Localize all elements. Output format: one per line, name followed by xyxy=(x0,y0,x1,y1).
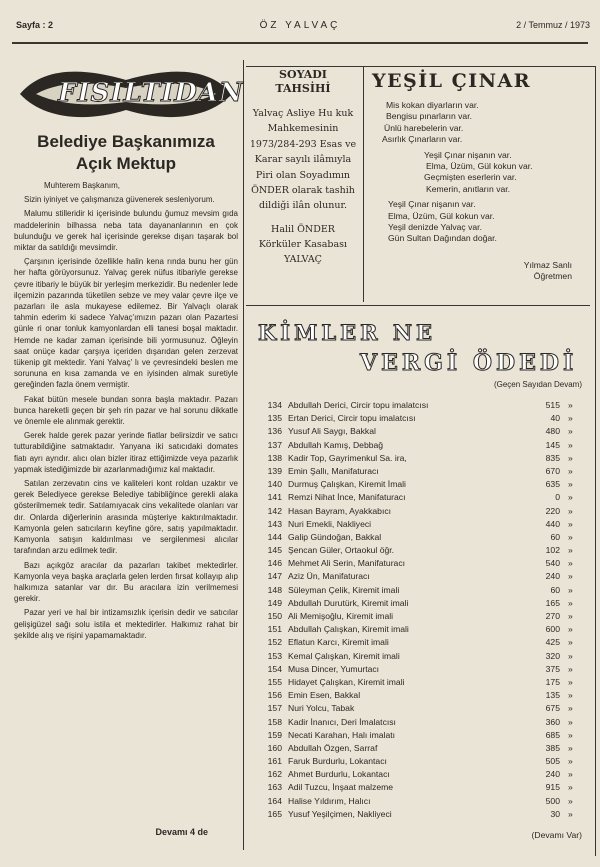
row-currency-mark: » xyxy=(568,663,573,674)
article-paragraph: Bazı açıkgöz aracılar da pazarları takibet mektedirler. Kamyonla veya başka araçlarla gelen lerden fırsat kollayıp alıp halkımıza satanlar var dır. Bu aracılara izin verilmemesi gerekir. xyxy=(14,560,238,604)
row-number: 156 xyxy=(267,690,282,701)
row-amount: 320 xyxy=(545,650,560,661)
row-number: 145 xyxy=(267,545,282,556)
row-number: 164 xyxy=(267,795,282,806)
row-number: 153 xyxy=(267,650,282,661)
row-amount: 135 xyxy=(545,690,560,701)
table-row xyxy=(252,717,590,730)
table-row xyxy=(252,400,590,413)
row-amount: 375 xyxy=(545,663,560,674)
row-number: 150 xyxy=(267,611,282,621)
row-amount: 165 xyxy=(545,597,560,608)
row-name: Remzi Nihat İnce, Manifaturacı xyxy=(288,492,406,503)
row-number: 134 xyxy=(267,400,282,410)
article-paragraph: Gerek halde gerek pazar yerinde fiatlar belirsizdir ve satıcı tutturabildiğine satmaktadır. Yanyana iki satıcıdaki domates fiatı ayrı ayrıdır. alıcı olan bizler itiraz ettiğimizde veya pazarlık yapmak istediğimizde bir azarlanmadığımız kal maktadır. xyxy=(14,431,238,474)
poem-lines xyxy=(368,100,590,245)
column-border-right xyxy=(595,66,596,856)
table-row xyxy=(252,664,590,677)
row-name: Hasan Bayram, Ayakkabıcı xyxy=(288,505,392,516)
notice-title-2: TAHSİHİ xyxy=(275,82,331,95)
row-amount: 670 xyxy=(545,465,560,476)
row-name: Musa Dincer, Yumurtacı xyxy=(288,663,380,674)
poem-line: Asırlık Çınarların var. xyxy=(382,134,463,145)
row-currency-mark: » xyxy=(568,545,573,556)
article-headline-1: Belediye Başkanımıza xyxy=(37,132,215,151)
masthead-rule xyxy=(12,42,588,44)
row-name: Faruk Burdurlu, Lokantacı xyxy=(288,756,387,767)
row-name: Ali Memişoğlu, Kiremit imali xyxy=(288,611,394,621)
row-currency-mark: » xyxy=(568,518,573,529)
row-name: Adil Tuzcu, İnşaat malzeme xyxy=(288,782,394,793)
issue-date: 2 / Temmuz / 1973 xyxy=(516,20,590,30)
poem-line: Geçmişten eserlerin var. xyxy=(424,172,517,183)
row-amount: 685 xyxy=(545,729,560,740)
row-currency-mark: » xyxy=(568,716,573,727)
surname-notice xyxy=(248,68,358,298)
row-name: Abdullah Çalışkan, Kiremit imali xyxy=(288,624,409,635)
row-number: 165 xyxy=(267,808,282,819)
row-name: Necati Karahan, Halı imalatı xyxy=(288,729,395,740)
row-amount: 30 xyxy=(550,808,560,819)
row-name: Nuri Yolcu, Tabak xyxy=(288,703,355,714)
row-number: 144 xyxy=(267,531,282,542)
poem-line: Ünlü harebelerin var. xyxy=(384,122,464,133)
row-name: Hidayet Çalışkan, Kiremit imali xyxy=(288,676,405,687)
row-amount: 0 xyxy=(555,492,560,503)
article-paragraph: Fakat bütün mesele bundan sonra başla maktadır. Pazarı bunca hareketli geçen bir şeh rin pazar ve hal sorunu dikkatle ve önemle ele alınmak gerektir. xyxy=(14,394,238,427)
row-currency-mark: » xyxy=(568,742,573,753)
row-amount: 175 xyxy=(545,676,560,687)
notice-title-1: SOYADI xyxy=(279,68,327,81)
table-row xyxy=(252,558,590,571)
table-row xyxy=(252,730,590,743)
row-amount: 220 xyxy=(545,505,560,516)
column-divider-mid xyxy=(363,66,364,302)
row-currency-mark: » xyxy=(568,479,573,490)
row-currency-mark: » xyxy=(568,426,573,437)
poem-author: Yılmaz Sanlı xyxy=(523,260,572,270)
table-row xyxy=(252,598,590,611)
left-column xyxy=(14,60,244,850)
table-row xyxy=(252,492,590,505)
row-name: Süleyman Çelik, Kiremit imali xyxy=(288,584,400,595)
article-paragraph: Sizin iyiniyet ve çalışmanıza güvenerek sesleniyorum. xyxy=(24,195,215,205)
poem-line: Kemerin, anıtların var. xyxy=(426,183,511,194)
row-currency-mark: » xyxy=(568,492,573,503)
row-name: Abdullah Durutürk, Kiremit imali xyxy=(288,597,409,608)
row-amount: 60 xyxy=(550,531,560,542)
row-name: Şencan Güler, Ortaokul öğr. xyxy=(288,545,395,556)
row-number: 148 xyxy=(267,584,282,595)
row-name: Abdullah Özgen, Sarraf xyxy=(288,742,378,753)
tax-title-2: VERGİ ÖDEDİ xyxy=(360,350,578,376)
table-row xyxy=(252,545,590,558)
row-amount: 385 xyxy=(545,742,560,753)
row-number: 155 xyxy=(267,676,282,687)
poem-line: Elma, Üzüm, Gül kokun var. xyxy=(426,161,533,172)
row-number: 154 xyxy=(267,663,282,674)
article-continued: Devamı 4 de xyxy=(155,827,208,837)
masthead xyxy=(10,6,590,44)
row-amount: 835 xyxy=(545,452,560,463)
row-name: Kadir Top, Gayrimenkul Sa. ira, xyxy=(288,452,407,463)
table-row xyxy=(252,796,590,809)
row-name: Mehmet Ali Serin, Manifaturacı xyxy=(288,558,406,569)
tax-subtitle: (Geçen Sayıdan Devam) xyxy=(493,380,582,389)
row-currency-mark: » xyxy=(568,637,573,648)
row-currency-mark: » xyxy=(568,650,573,661)
notice-signature xyxy=(248,222,358,267)
column-divider-left xyxy=(243,60,244,850)
table-row xyxy=(252,769,590,782)
row-name: Halise Yıldırım, Halıcı xyxy=(288,795,371,806)
row-number: 143 xyxy=(267,518,282,529)
row-currency-mark: » xyxy=(568,584,573,595)
notice-signature-address: Körküler Kasabası xyxy=(258,238,348,250)
row-amount: 360 xyxy=(545,716,560,727)
table-row xyxy=(252,585,590,598)
row-name: Nuri Emekli, Nakliyeci xyxy=(288,518,372,529)
row-number: 136 xyxy=(267,426,282,437)
row-number: 151 xyxy=(267,624,282,635)
article-headline-2: Açık Mektup xyxy=(75,154,177,173)
row-amount: 515 xyxy=(545,400,560,410)
article-paragraph: Çarşının içerisinde özellikle halin kena rında bunu her gün her hafta görüyorsunuz. Yalvaç gerek nüfus itibariyle gerekse çevre itibariy le büyük bir yerleşim merkezidir. Bu nedenler lede ilçemizin pazarında tüketilen sebze ve mey valar çevre ilçe ve pazarları ile asla mukayese edilemez. Bir Yalvaçlı olarak tahmin ederim ki sadece Yalvaç'ımızın pazarı olan Pazartesi günle ri onar tonluk kamyonlardan elli tanesi boşal maktadır. Hemde ne kadar zaman içerisinde bili yormusunuz. Öğleyin saat onüçe kadar çarşıya içeriden dışarıdan gelen zerzevat tükenip git mektedir. Yani Yalvaç' lı ve çevresindeki beslen me sorununa en kısa zamanda ve en iyisinden almak suretiyle gereğinden fazla önem vermiştir. xyxy=(14,257,238,390)
table-row xyxy=(252,690,590,703)
table-row xyxy=(252,519,590,532)
row-number: 158 xyxy=(267,716,282,727)
row-name: Emin Şallı, Manifaturacı xyxy=(288,465,379,476)
row-number: 159 xyxy=(267,729,282,740)
poem-line: Elma, Üzüm, Gül kokun var. xyxy=(388,210,495,221)
row-currency-mark: » xyxy=(568,782,573,793)
row-number: 149 xyxy=(267,597,282,608)
poem-line: Yeşil Çınar nişanın var. xyxy=(388,199,476,210)
row-currency-mark: » xyxy=(568,452,573,463)
table-row xyxy=(252,571,590,584)
row-currency-mark: » xyxy=(568,729,573,740)
row-name: Abdullah Derici, Circir topu imalatcısı xyxy=(288,400,429,410)
table-row xyxy=(252,479,590,492)
page-number: Sayfa : 2 xyxy=(16,20,54,30)
row-name: Yusuf Ali Saygı, Bakkal xyxy=(288,426,376,437)
row-name: Galip Gündoğan, Bakkal xyxy=(288,531,382,542)
row-amount: 240 xyxy=(545,571,560,582)
article-body xyxy=(14,180,238,644)
row-currency-mark: » xyxy=(568,624,573,635)
table-row xyxy=(252,637,590,650)
row-amount: 145 xyxy=(545,439,560,450)
table-row xyxy=(252,466,590,479)
row-name: Emin Esen, Bakkal xyxy=(288,690,361,701)
top-box-rule xyxy=(246,66,595,67)
table-row xyxy=(252,611,590,624)
row-number: 140 xyxy=(267,479,282,490)
row-number: 152 xyxy=(267,637,282,648)
row-currency-mark: » xyxy=(568,756,573,767)
row-number: 157 xyxy=(267,703,282,714)
row-amount: 540 xyxy=(545,558,560,569)
row-currency-mark: » xyxy=(568,703,573,714)
poem-line: Bengisu pınarların var. xyxy=(386,111,472,122)
row-amount: 425 xyxy=(545,637,560,648)
row-amount: 240 xyxy=(545,769,560,780)
notice-signature-town: YALVAÇ xyxy=(284,253,322,265)
poem-line: Gün Sultan Dağından doğar. xyxy=(388,233,497,244)
row-number: 137 xyxy=(267,439,282,450)
table-row xyxy=(252,743,590,756)
tax-continued: (Devamı Var) xyxy=(531,830,582,840)
table-row xyxy=(252,782,590,795)
notice-body: Yalvaç Asliye Hu kuk Mahkemesinin 1973/284-293 Esas ve Karar sayılı ilâmıyla Piri olan Soyadımın ÖNDER olarak tashih dildiği ilân olunur. xyxy=(249,108,357,212)
row-number: 138 xyxy=(267,452,282,463)
table-row xyxy=(252,440,590,453)
poem-line: Mis kokan diyarların var. xyxy=(386,100,479,110)
row-amount: 102 xyxy=(545,545,560,556)
row-amount: 270 xyxy=(545,611,560,621)
row-currency-mark: » xyxy=(568,400,573,410)
poem-box xyxy=(368,68,590,296)
table-row xyxy=(252,703,590,716)
tax-title-1: KİMLER NE xyxy=(258,320,437,345)
row-amount: 40 xyxy=(550,413,560,424)
row-amount: 505 xyxy=(545,756,560,767)
row-currency-mark: » xyxy=(568,808,573,819)
row-number: 139 xyxy=(267,465,282,476)
row-number: 141 xyxy=(267,492,282,503)
row-number: 135 xyxy=(267,413,282,424)
row-name: Durmuş Çalışkan, Kiremit İmali xyxy=(288,479,406,490)
row-number: 163 xyxy=(267,782,282,793)
row-currency-mark: » xyxy=(568,571,573,582)
row-currency-mark: » xyxy=(568,413,573,424)
poem-line: Yeşil denizde Yalvaç var. xyxy=(388,222,482,233)
row-amount: 635 xyxy=(545,479,560,490)
row-currency-mark: » xyxy=(568,676,573,687)
row-name: Kadir İnanıcı, Deri İmalatcısı xyxy=(288,716,396,727)
row-currency-mark: » xyxy=(568,505,573,516)
notice-signature-name: Halil ÖNDER xyxy=(271,223,335,235)
row-currency-mark: » xyxy=(568,465,573,476)
row-number: 161 xyxy=(267,756,282,767)
column-logo xyxy=(14,62,244,124)
publication-name: ÖZ YALVAÇ xyxy=(259,20,341,31)
row-name: Ertan Derici, Circir topu imalatcısı xyxy=(288,413,416,424)
row-currency-mark: » xyxy=(568,597,573,608)
row-currency-mark: » xyxy=(568,690,573,701)
column-logo-text: FISILTIDAN xyxy=(58,78,244,108)
row-number: 160 xyxy=(267,742,282,753)
row-currency-mark: » xyxy=(568,531,573,542)
row-amount: 915 xyxy=(545,782,560,793)
poem-line: Yeşil Çınar nişanın var. xyxy=(424,149,512,160)
table-row xyxy=(252,809,590,822)
row-amount: 675 xyxy=(545,703,560,714)
row-amount: 480 xyxy=(545,426,560,437)
table-row xyxy=(252,677,590,690)
article-paragraph: Satılan zerzevatın cins ve kaliteleri kont roldan uzaktır ve gerek Belediyece gerekse Belediye tabibliğince gerekli alaka gösterilmemek tedir. Satılamıyacak cins vekalitede olanları var dır. Onlarda diğerlerinin arasında müşteriye kaktırılmaktadır. Kamyonla gelen satıcıların keyfine göre, satış yapılmaktadır. Kamyonla satışın kaldırılması ve sergilenmesi alıcılar tarafından arzu edilmek tedir. xyxy=(14,479,238,556)
tax-list xyxy=(252,312,590,854)
row-number: 162 xyxy=(267,769,282,780)
row-name: Ahmet Burdurlu, Lokantacı xyxy=(288,769,390,780)
poem-author-title: Öğretmen xyxy=(533,271,572,282)
table-row xyxy=(252,532,590,545)
table-row xyxy=(252,413,590,426)
row-currency-mark: » xyxy=(568,558,573,569)
table-row xyxy=(252,426,590,439)
table-row xyxy=(252,624,590,637)
row-currency-mark: » xyxy=(568,795,573,806)
row-name: Yusuf Yeşilçimen, Nakliyeci xyxy=(288,808,392,819)
table-row xyxy=(252,453,590,466)
row-amount: 600 xyxy=(545,624,560,635)
row-name: Abdullah Kamış, Debbağ xyxy=(288,439,384,450)
row-name: Eflatun Karcı, Kiremit imali xyxy=(288,637,389,648)
row-currency-mark: » xyxy=(568,611,573,621)
row-amount: 500 xyxy=(545,795,560,806)
row-name: Aziz Ün, Manifaturacı xyxy=(288,571,370,582)
row-number: 147 xyxy=(267,571,282,582)
row-currency-mark: » xyxy=(568,439,573,450)
poem-author-block xyxy=(524,260,572,283)
table-row xyxy=(252,756,590,769)
row-amount: 440 xyxy=(545,518,560,529)
article-paragraph: Pazar yeri ve hal bir intizamsızlık içerisin dedir ve satıcılar gelişigüzel sağı solu istila et mektedirler. Halkımız rahat bir şekilde alış ve rişini yapamamaktadır. xyxy=(14,608,238,640)
poem-title: YEŞİL ÇINAR xyxy=(372,70,532,92)
row-currency-mark: » xyxy=(568,769,573,780)
table-row xyxy=(252,506,590,519)
article-paragraph: Malumu stilleridir ki içerisinde bulundu ğumuz mevsim gıda maddelerinin bilhassa neba tata dayananlarının en çok bulunduğu ve gerek hal içerisinde gerekse dışarı taşarak bol miktar da satıldığı mevsimdir. xyxy=(14,209,238,253)
tax-rows xyxy=(252,400,590,822)
row-amount: 60 xyxy=(550,584,560,595)
table-row xyxy=(252,651,590,664)
row-number: 146 xyxy=(267,558,282,569)
section-divider xyxy=(246,305,590,306)
article-salutation: Muhterem Başkanım, xyxy=(44,181,121,190)
row-name: Kemal Çalışkan, Kiremit imali xyxy=(288,650,400,661)
row-number: 142 xyxy=(267,505,282,516)
